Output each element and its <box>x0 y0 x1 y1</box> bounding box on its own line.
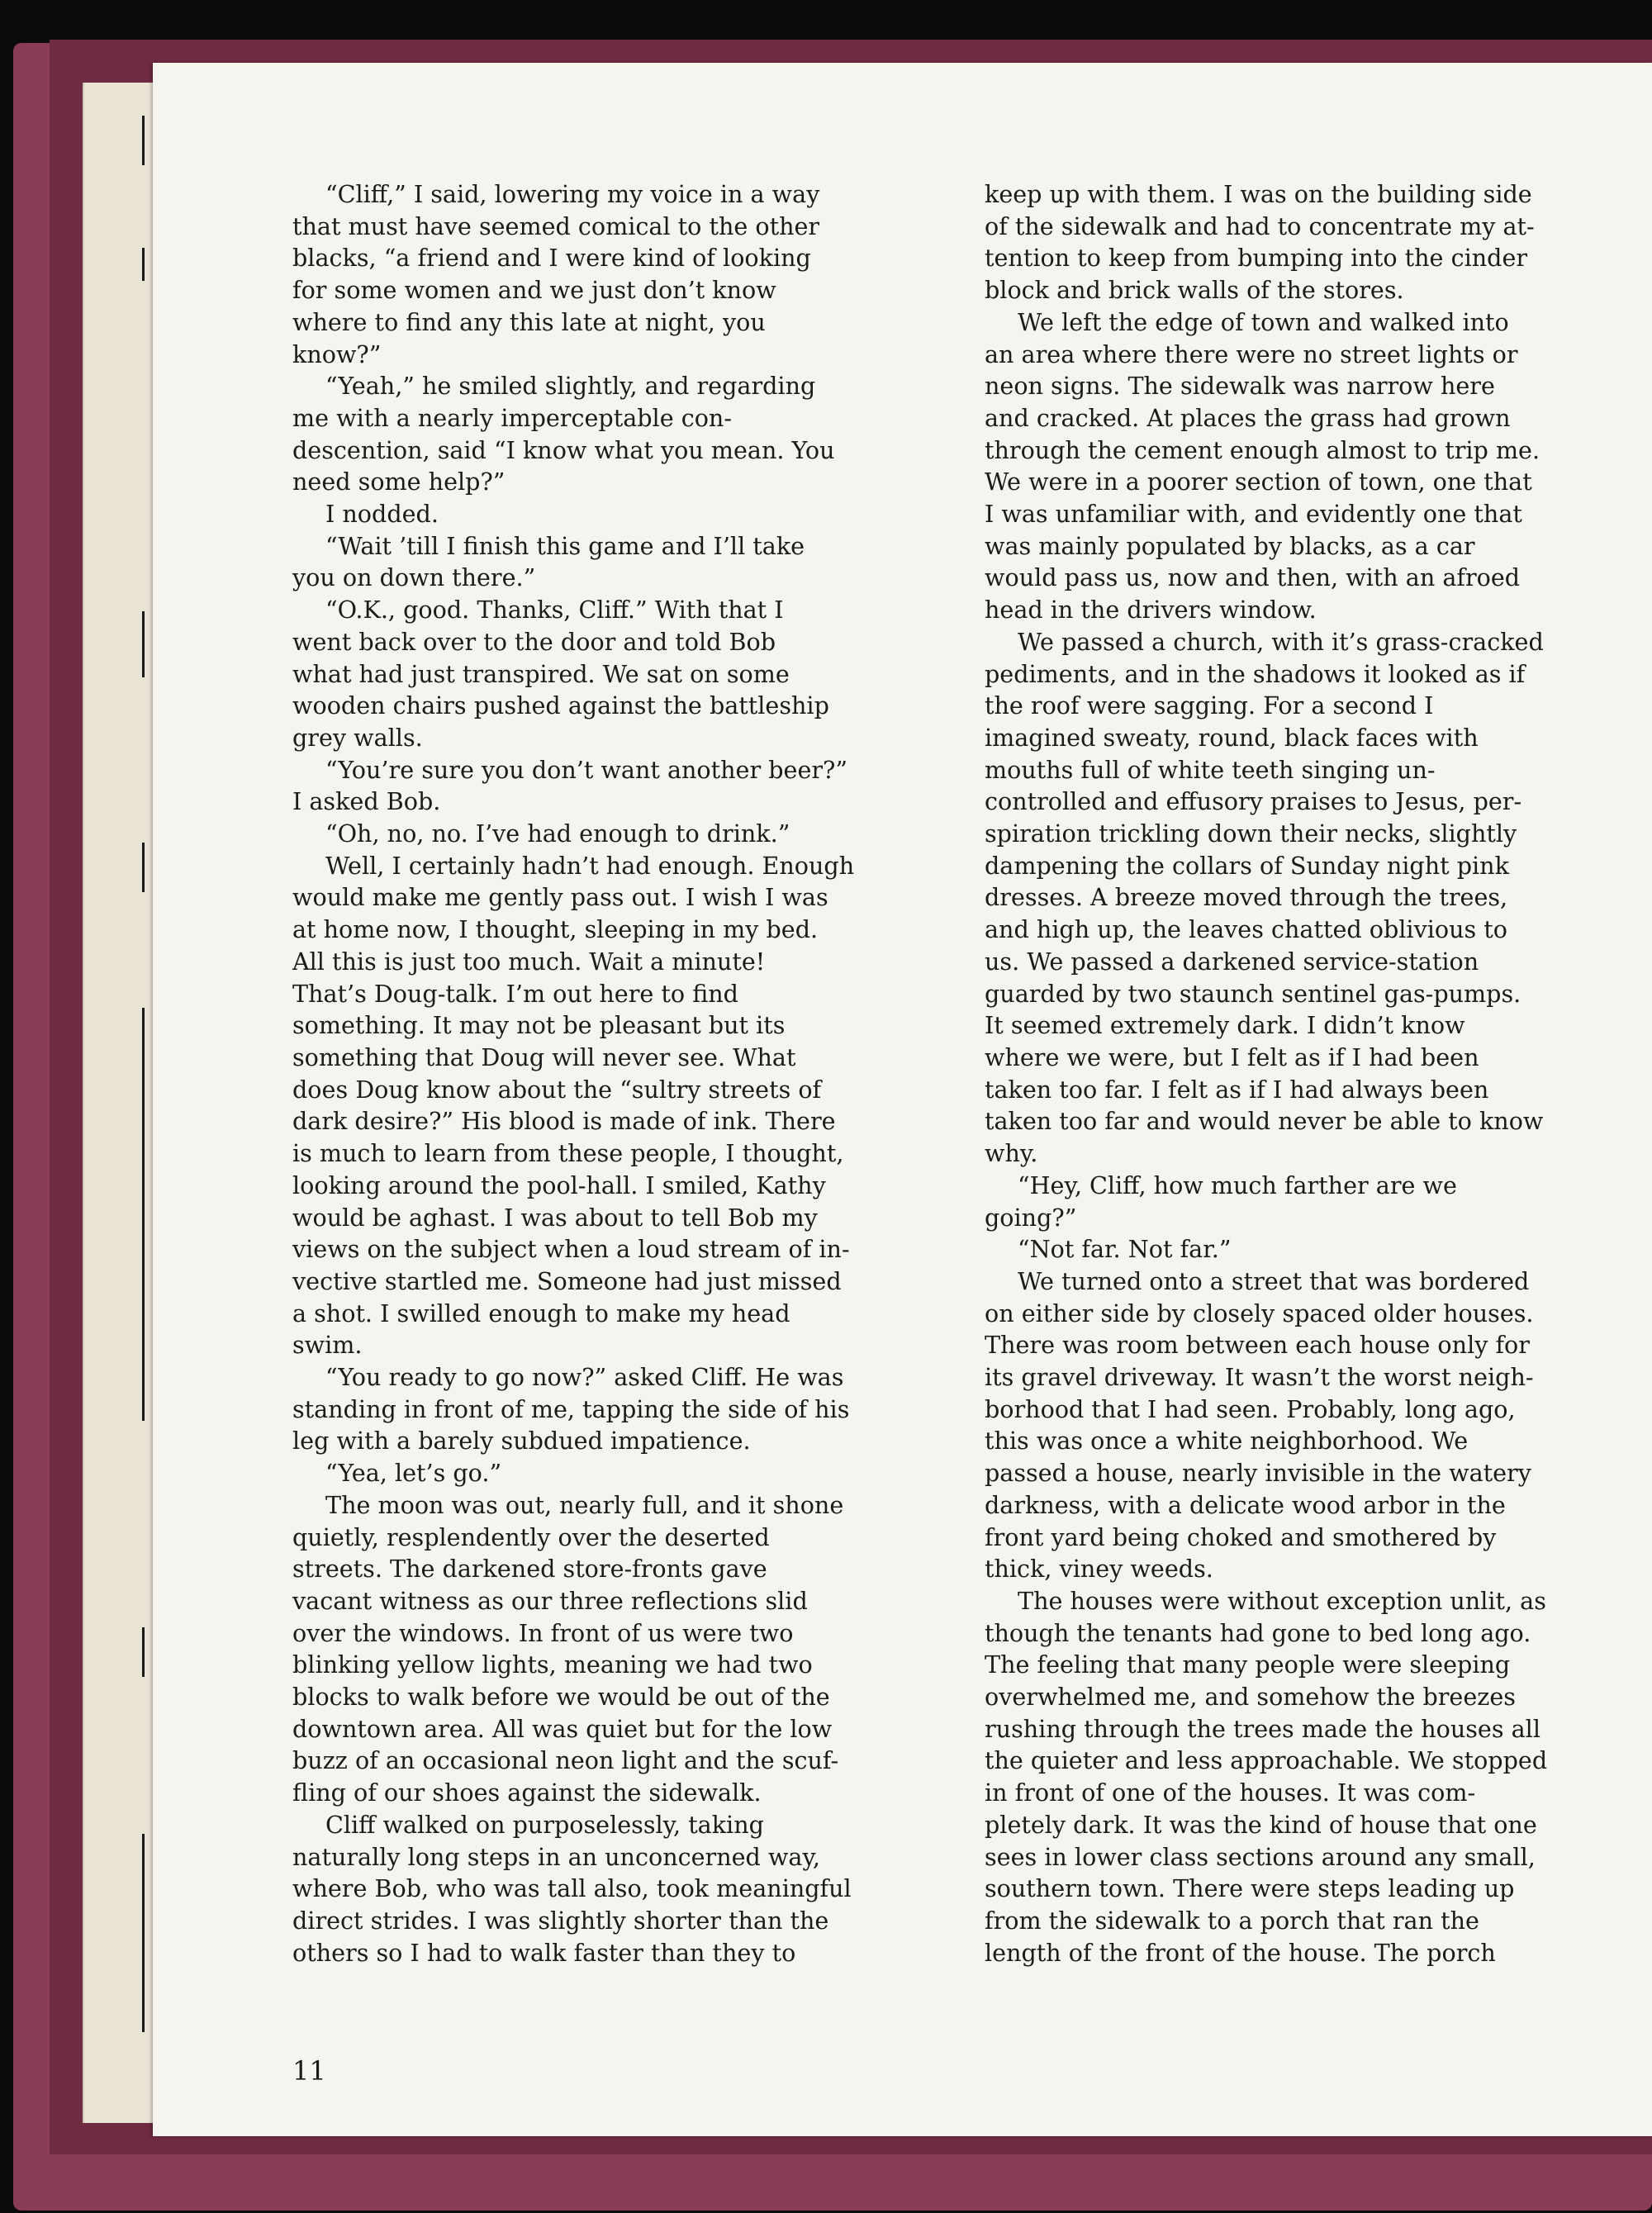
text-line: that must have seemed comical to the other <box>292 211 820 240</box>
text-line: us. We passed a darkened service-station <box>985 947 1479 976</box>
text-line: going?” <box>985 1203 1077 1232</box>
text-line: vacant witness as our three reflections slid <box>292 1586 808 1615</box>
text-line: buzz of an occasional neon light and the scuf- <box>292 1746 839 1775</box>
text-line: streets. The darkened store-fronts gave <box>292 1555 767 1584</box>
text-line: does Doug know about the “sultry streets of <box>292 1075 822 1104</box>
text-line: I nodded. <box>325 500 439 529</box>
text-line: downtown area. All was quiet but for the low <box>292 1714 833 1743</box>
text-line: the quieter and less approachable. We stopped <box>985 1746 1548 1775</box>
text-line: over the windows. In front of us were two <box>292 1618 794 1647</box>
text-line: “Yea, let’s go.” <box>325 1459 502 1488</box>
text-line: through the cement enough almost to trip me. <box>985 435 1540 464</box>
text-line: thick, viney weeds. <box>985 1555 1213 1584</box>
text-line: fling of our shoes against the sidewalk. <box>292 1778 762 1807</box>
text-line: We turned onto a street that was bordered <box>1018 1266 1530 1295</box>
text-line: would make me gently pass out. I wish I was <box>292 883 828 912</box>
text-line: is much to learn from these people, I thought, <box>292 1139 844 1168</box>
text-line: was mainly populated by blacks, as a car <box>985 531 1475 560</box>
text-line: block and brick walls of the stores. <box>985 276 1404 305</box>
text-line: its gravel driveway. It wasn’t the worst neigh- <box>985 1363 1534 1392</box>
text-line: borhood that I had seen. Probably, long ago, <box>985 1394 1516 1423</box>
text-line: grey walls. <box>292 723 423 752</box>
text-line: length of the front of the house. The porch <box>985 1938 1496 1967</box>
text-line: where Bob, who was tall also, took meaningful <box>292 1874 852 1903</box>
text-line: pediments, and in the shadows it looked as if <box>985 659 1526 688</box>
text-line: went back over to the door and told Bob <box>292 627 776 656</box>
text-line: “You’re sure you don’t want another beer?” <box>325 755 847 784</box>
text-line: taken too far and would never be able to know <box>985 1107 1544 1136</box>
text-line: leg with a barely subdued impatience. <box>292 1427 751 1456</box>
text-line: and high up, the leaves chatted oblivious to <box>985 915 1507 944</box>
text-line: dampening the collars of Sunday night pink <box>985 851 1509 880</box>
text-line: quietly, resplendently over the deserted <box>292 1522 770 1551</box>
text-line: an area where there were no street lights or <box>985 340 1518 368</box>
text-line: neon signs. The sidewalk was narrow here <box>985 372 1495 401</box>
text-line: of the sidewalk and had to concentrate my at- <box>985 211 1535 240</box>
text-line: you on down there.” <box>292 563 536 592</box>
text-line: need some help?” <box>292 468 506 496</box>
text-line: looking around the pool-hall. I smiled, Kathy <box>292 1171 826 1199</box>
text-line: spiration trickling down their necks, slightly <box>985 819 1517 848</box>
text-line: dresses. A breeze moved through the trees, <box>985 883 1508 912</box>
text-line: on either side by closely spaced older houses. <box>985 1299 1534 1327</box>
text-line: keep up with them. I was on the building side <box>985 180 1532 208</box>
left-text-column <box>292 178 924 1968</box>
text-line: imagined sweaty, round, black faces with <box>985 723 1479 752</box>
text-line: taken too far. I felt as if I had always been <box>985 1075 1489 1104</box>
text-line: The houses were without exception unlit, as <box>1018 1586 1546 1615</box>
text-line: where we were, but I felt as if I had been <box>985 1042 1479 1071</box>
text-line: The moon was out, nearly full, and it shone <box>325 1490 844 1519</box>
text-line: passed a house, nearly invisible in the watery <box>985 1459 1531 1488</box>
text-line: dark desire?” His blood is made of ink. There <box>292 1107 836 1136</box>
text-line: and cracked. At places the grass had grown <box>985 403 1511 432</box>
text-line: something. It may not be pleasant but its <box>292 1011 786 1040</box>
text-line: “Cliff,” I said, lowering my voice in a way <box>325 180 820 208</box>
text-line: head in the drivers window. <box>985 596 1317 624</box>
text-line: naturally long steps in an unconcerned way, <box>292 1842 820 1871</box>
text-line: “Oh, no, no. I’ve had enough to drink.” <box>325 819 790 848</box>
text-line: this was once a white neighborhood. We <box>985 1427 1469 1456</box>
text-line: “O.K., good. Thanks, Cliff.” With that I <box>325 596 784 624</box>
text-line: overwhelmed me, and somehow the breezes <box>985 1683 1516 1712</box>
text-line: blinking yellow lights, meaning we had two <box>292 1650 813 1679</box>
text-line: blocks to walk before we would be out of the <box>292 1683 830 1712</box>
text-line: “You ready to go now?” asked Cliff. He was <box>325 1363 844 1392</box>
text-line: “Not far. Not far.” <box>1018 1235 1232 1264</box>
text-line: vective startled me. Someone had just missed <box>292 1266 842 1295</box>
text-line: We passed a church, with it’s grass-cracked <box>1018 627 1544 656</box>
text-line: That’s Doug-talk. I’m out here to find <box>292 979 738 1008</box>
text-line: guarded by two staunch sentinel gas-pumps. <box>985 979 1521 1008</box>
text-line: for some women and we just don’t know <box>292 276 776 305</box>
text-line: mouths full of white teeth singing un- <box>985 755 1436 784</box>
text-line: Cliff walked on purposelessly, taking <box>325 1810 764 1839</box>
text-line: darkness, with a delicate wood arbor in the <box>985 1490 1506 1519</box>
text-line: tention to keep from bumping into the cinder <box>985 244 1528 273</box>
text-line: swim. <box>292 1331 363 1360</box>
text-line: a shot. I swilled enough to make my head <box>292 1299 790 1327</box>
text-line: standing in front of me, tapping the side of his <box>292 1394 850 1423</box>
text-line: direct strides. I was slightly shorter than the <box>292 1906 829 1935</box>
text-line: We were in a poorer section of town, one that <box>985 468 1532 496</box>
text-line: controlled and effusory praises to Jesus, per- <box>985 787 1522 816</box>
text-line: others so I had to walk faster than they to <box>292 1938 796 1967</box>
text-line: It seemed extremely dark. I didn’t know <box>985 1011 1465 1040</box>
spine-binding-marks <box>139 99 150 2082</box>
text-line: sees in lower class sections around any small, <box>985 1842 1536 1871</box>
text-line: southern town. There were steps leading up <box>985 1874 1515 1903</box>
text-line: pletely dark. It was the kind of house that one <box>985 1810 1537 1839</box>
text-line: me with a nearly imperceptable con- <box>292 403 733 432</box>
text-line: “Hey, Cliff, how much farther are we <box>1018 1171 1457 1199</box>
text-line: “Yeah,” he smiled slightly, and regarding <box>325 372 816 401</box>
text-line: would pass us, now and then, with an afroed <box>985 563 1521 592</box>
text-line: where to find any this late at night, you <box>292 307 766 336</box>
right-text-column <box>985 178 1616 1968</box>
text-line: There was room between each house only for <box>985 1331 1530 1360</box>
text-line: descention, said “I know what you mean. You <box>292 435 835 464</box>
text-line: the roof were sagging. For a second I <box>985 691 1434 720</box>
text-line: “Wait ’till I finish this game and I’ll take <box>325 531 805 560</box>
text-line: though the tenants had gone to bed long ago. <box>985 1618 1531 1647</box>
text-line: wooden chairs pushed against the battleship <box>292 691 829 720</box>
text-line: I asked Bob. <box>292 787 441 816</box>
text-line: views on the subject when a loud stream of in- <box>292 1235 850 1264</box>
text-line: something that Doug will never see. What <box>292 1042 796 1071</box>
text-line: All this is just too much. Wait a minute! <box>292 947 766 976</box>
text-line: The feeling that many people were sleeping <box>985 1650 1511 1679</box>
text-line: I was unfamiliar with, and evidently one that <box>985 500 1522 529</box>
text-line: Well, I certainly hadn’t had enough. Enough <box>325 851 855 880</box>
text-line: We left the edge of town and walked into <box>1018 307 1509 336</box>
text-line: rushing through the trees made the houses all <box>985 1714 1540 1743</box>
text-line: front yard being choked and smothered by <box>985 1522 1497 1551</box>
text-line: in front of one of the houses. It was com- <box>985 1778 1476 1807</box>
text-line: what had just transpired. We sat on some <box>292 659 790 688</box>
text-line: know?” <box>292 340 382 368</box>
page-number: 11 <box>292 2055 326 2087</box>
text-line: from the sidewalk to a porch that ran the <box>985 1906 1479 1935</box>
text-line: would be aghast. I was about to tell Bob my <box>292 1203 818 1232</box>
text-line: at home now, I thought, sleeping in my bed. <box>292 915 819 944</box>
text-line: why. <box>985 1139 1038 1168</box>
text-line: blacks, “a friend and I were kind of looking <box>292 244 811 273</box>
